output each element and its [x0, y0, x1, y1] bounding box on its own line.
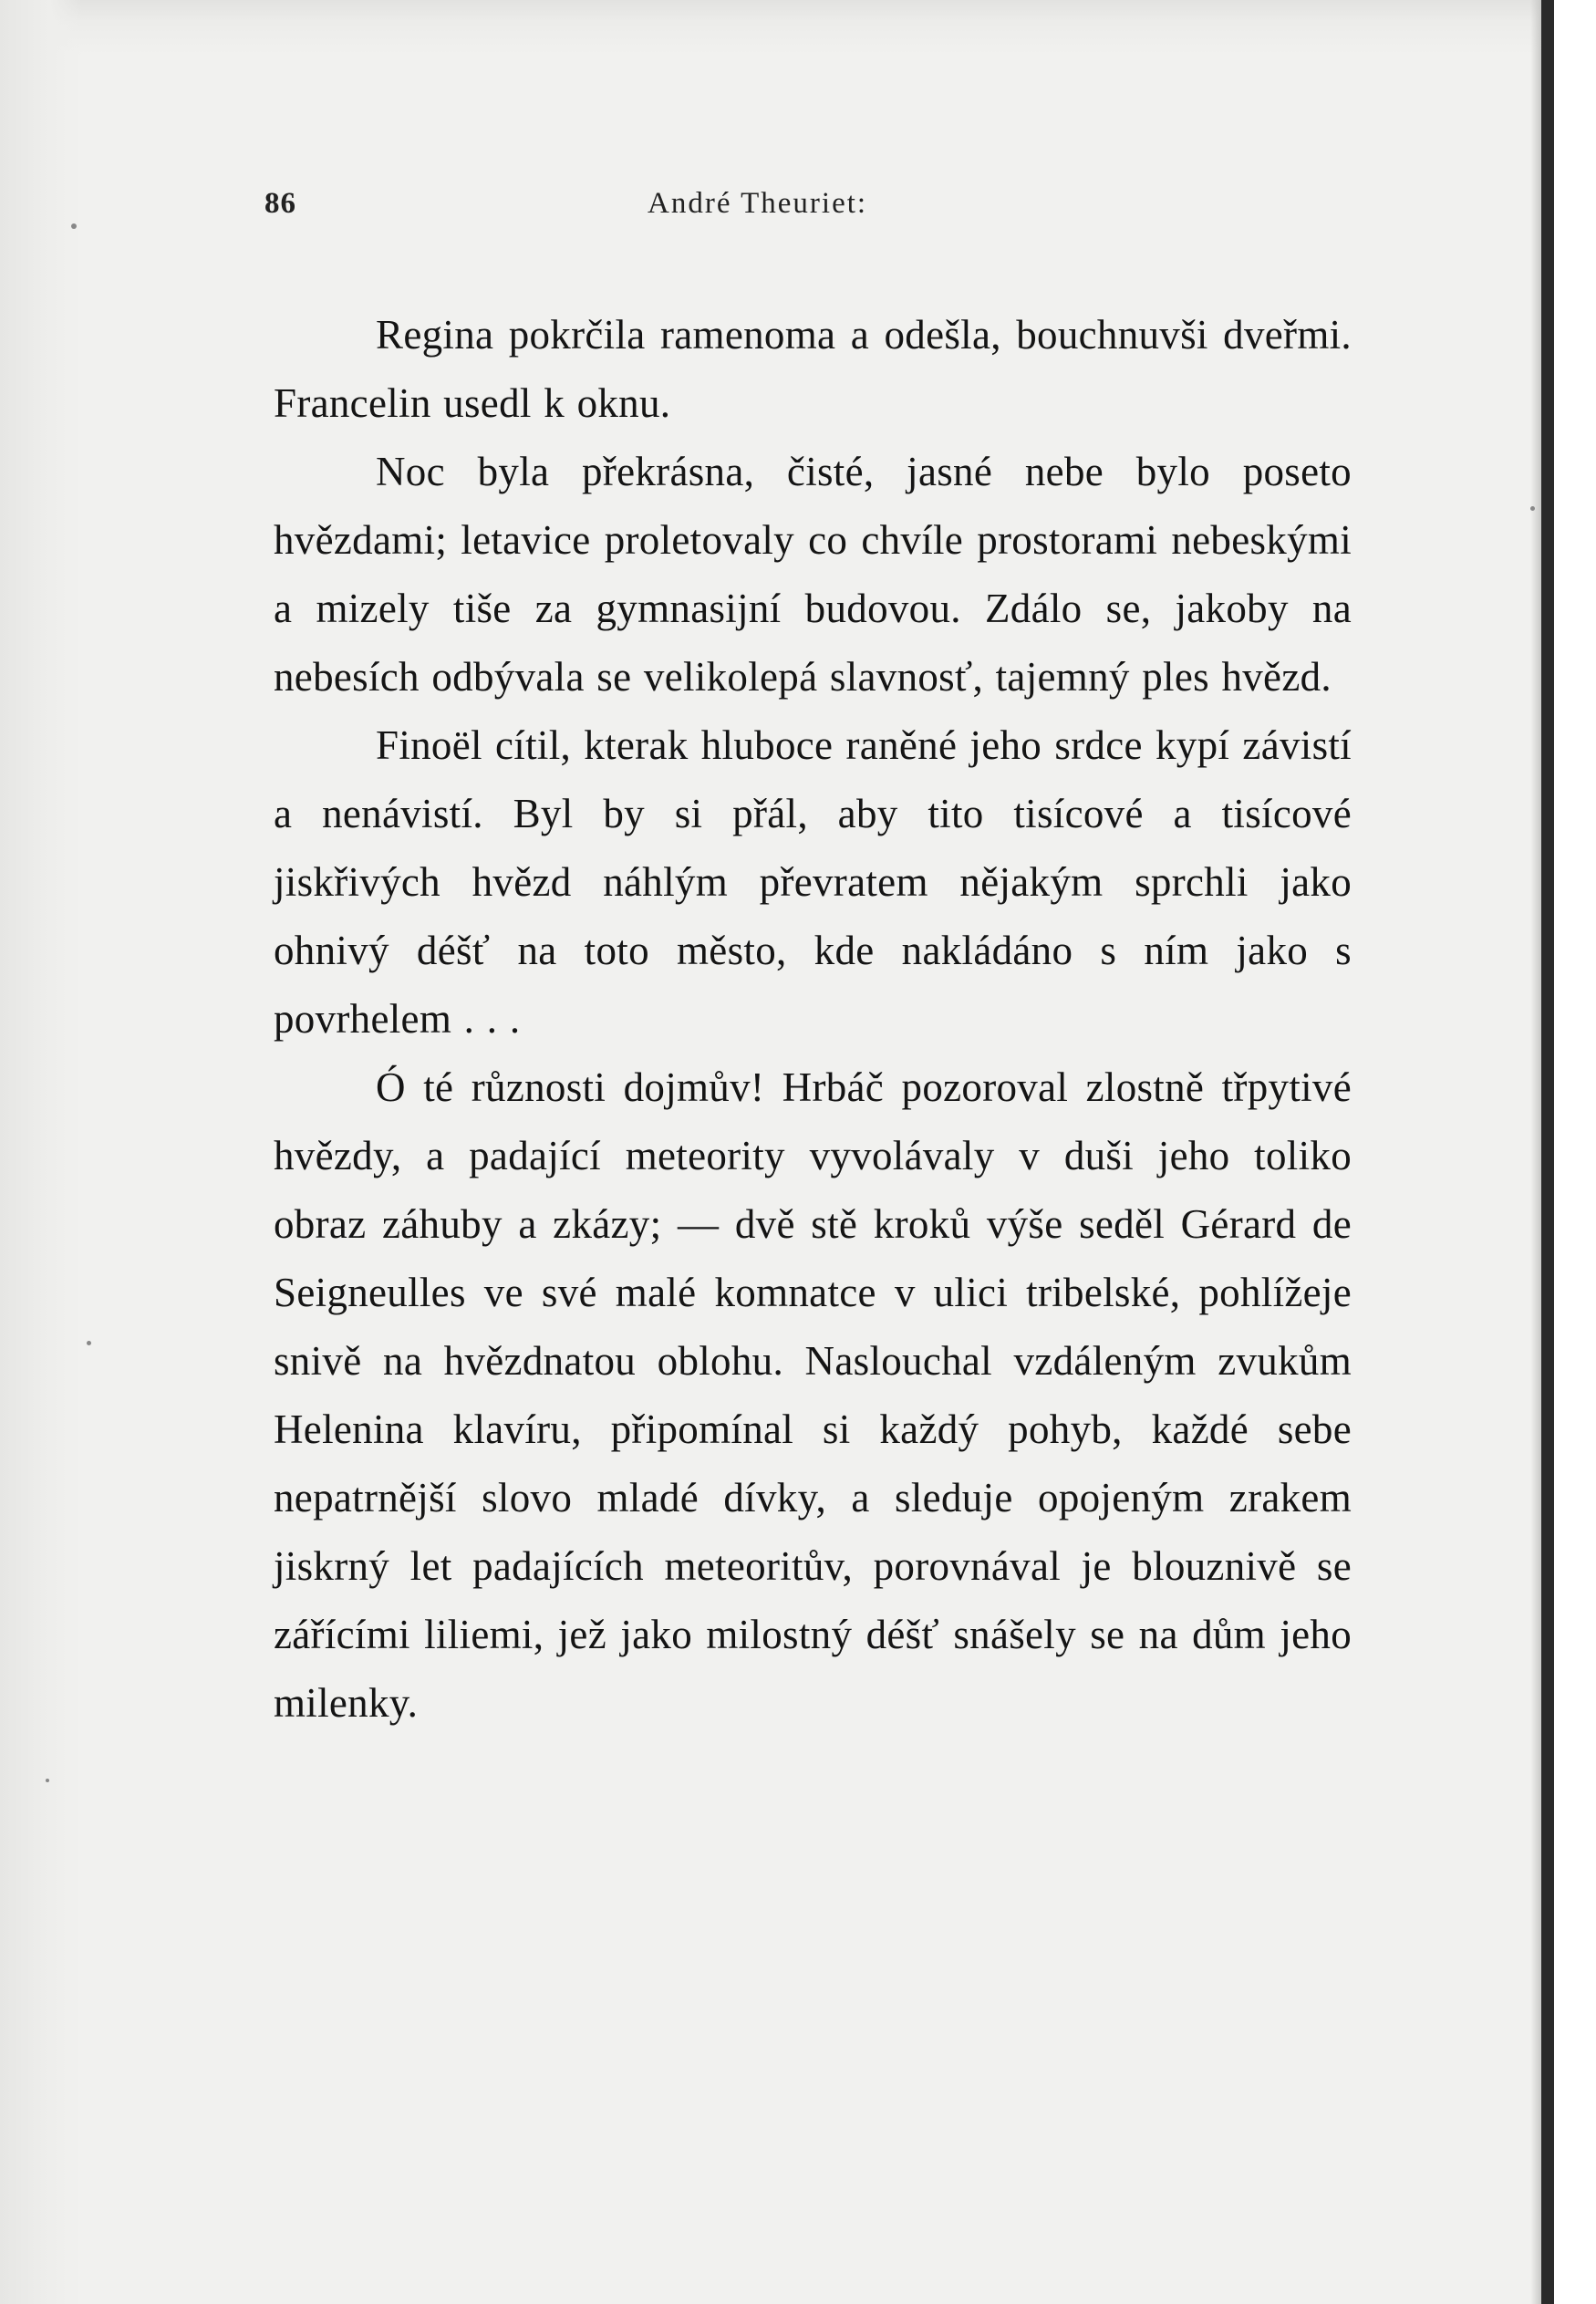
scan-speck	[71, 223, 77, 229]
paragraph: Finoël cítil, kterak hluboce raněné jeho srdce kypí závistí a nenávistí. Byl by si přál, aby tito tisícové a tisícové jiskřivých hvězd náhlým převratem nějakým sprchli jako ohnivý déšť na toto město, kde nakládáno s ním jako s povrhelem . . .	[274, 722, 1352, 1042]
body-text	[274, 301, 1352, 1738]
page-margin-right	[1554, 0, 1596, 2304]
page-number: 86	[264, 187, 296, 220]
paragraph: Ó té různosti dojmův! Hrbáč pozoroval zlostně třpytivé hvězdy, a padající meteority vyvolávaly v duši jeho toliko obraz záhuby a zkázy; — dvě stě kroků výše seděl Gérard de Seigneulles ve své malé komnatce v ulici tribelské, pohlížeje snivě na hvězdnatou oblohu. Naslouchal vzdáleným zvukům Helenina klavíru, připomínal si každý pohyb, každé sebe nepatrnější slovo mladé dívky, a sleduje opojeným zrakem jiskrný let padajících meteoritův, porovnával je blouznivě se zářícími liliemi, jež jako milostný déšť snášely se na dům jeho milenky.	[274, 1064, 1352, 1726]
scan-speck	[46, 1779, 49, 1782]
paragraph: Regina pokrčila ramenoma a odešla, bouchnuvši dveřmi. Francelin usedl k oknu.	[274, 312, 1352, 426]
page-edge-binding	[1541, 0, 1554, 2304]
paragraph: Noc byla překrásna, čisté, jasné nebe bylo poseto hvězdami; letavice proletovaly co chvíle prostorami nebeskými a mizely tiše za gymnasijní budovou. Zdálo se, jakoby na nebesích odbývala se velikolepá slavnosť, tajemný ples hvězd.	[274, 449, 1352, 700]
scan-speck	[1530, 506, 1535, 511]
running-title: André Theuriet:	[648, 187, 868, 220]
running-header	[264, 187, 1359, 233]
page-shading-left	[0, 0, 82, 2304]
page-shading-top	[0, 0, 1550, 55]
page-edge-shadow	[1530, 0, 1541, 2304]
scan-speck	[87, 1341, 91, 1345]
